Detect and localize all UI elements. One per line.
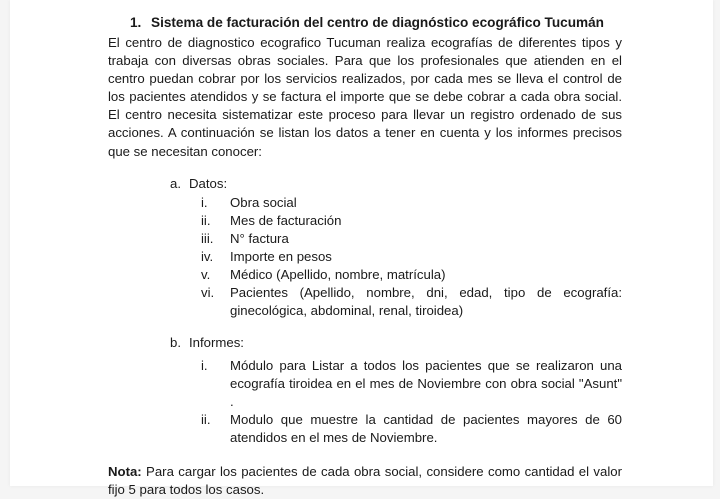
list-item xyxy=(170,411,622,447)
informes-title xyxy=(170,334,622,352)
item-number: ii. xyxy=(201,411,211,427)
datos-letter: a. xyxy=(170,175,181,191)
datos-title xyxy=(170,175,622,193)
list-item xyxy=(170,266,622,284)
informes-letter: b. xyxy=(170,335,181,351)
item-text: Obra social xyxy=(230,194,297,210)
note-label: Nota: xyxy=(108,463,142,479)
informes-section xyxy=(108,334,622,447)
document-content xyxy=(108,12,622,499)
list-item xyxy=(170,357,622,411)
item-number: iv. xyxy=(201,249,214,265)
item-text: Mes de facturación xyxy=(230,212,342,228)
item-text: Módulo para Listar a todos los pacientes que se realizaron una ecografía tiroidea en el mes de Noviembre con obra social "Asunt" . xyxy=(230,357,622,409)
heading-number: 1. xyxy=(130,15,142,30)
item-text: Modulo que muestre la cantidad de pacientes mayores de 60 atendidos en el mes de Noviembre. xyxy=(230,411,622,445)
informes-label: Informes: xyxy=(189,335,244,351)
list-item xyxy=(170,284,622,320)
item-text: N° factura xyxy=(230,230,289,246)
document-page xyxy=(10,0,713,498)
list-item xyxy=(170,230,622,248)
item-number: iii. xyxy=(201,230,214,246)
informes-list xyxy=(170,357,622,447)
item-text: Médico (Apellido, nombre, matrícula) xyxy=(230,267,446,283)
datos-label: Datos: xyxy=(189,175,228,191)
section-heading xyxy=(108,12,622,34)
item-number: vi. xyxy=(201,285,215,301)
list-item xyxy=(170,194,622,212)
datos-list xyxy=(170,194,622,321)
list-item xyxy=(170,212,622,230)
heading-title: Sistema de facturación del centro de diagnóstico ecográfico Tucumán xyxy=(151,15,604,30)
item-text: Pacientes (Apellido, nombre, dni, edad, tipo de ecografía: ginecológica, abdominal, renal, tiroidea) xyxy=(230,285,622,319)
item-number: i. xyxy=(201,357,208,373)
item-number: v. xyxy=(201,267,211,283)
item-text: Importe en pesos xyxy=(230,249,332,265)
list-item xyxy=(170,248,622,266)
datos-section xyxy=(108,175,622,321)
item-number: ii. xyxy=(201,212,211,228)
item-number: i. xyxy=(201,194,208,210)
note-text: Para cargar los pacientes de cada obra social, considere como cantidad el valor fijo 5 para todos los casos. xyxy=(108,463,622,498)
intro-paragraph: El centro de diagnostico ecografico Tucuman realiza ecografías de diferentes tipos y trabaja con diversas obras sociales. Para que los profesionales que atienden en el centro puedan cobrar por los servicios realizados, por cada mes se lleva el control de los pacientes atendidos y se factura el importe que se debe cobrar a cada obra social. El centro necesita sistematizar este proceso para llevar un registro ordenado de sus acciones. A continuación se listan los datos a tener en cuenta y los informes precisos que se necesitan conocer: xyxy=(108,35,622,159)
note-paragraph xyxy=(108,463,622,499)
